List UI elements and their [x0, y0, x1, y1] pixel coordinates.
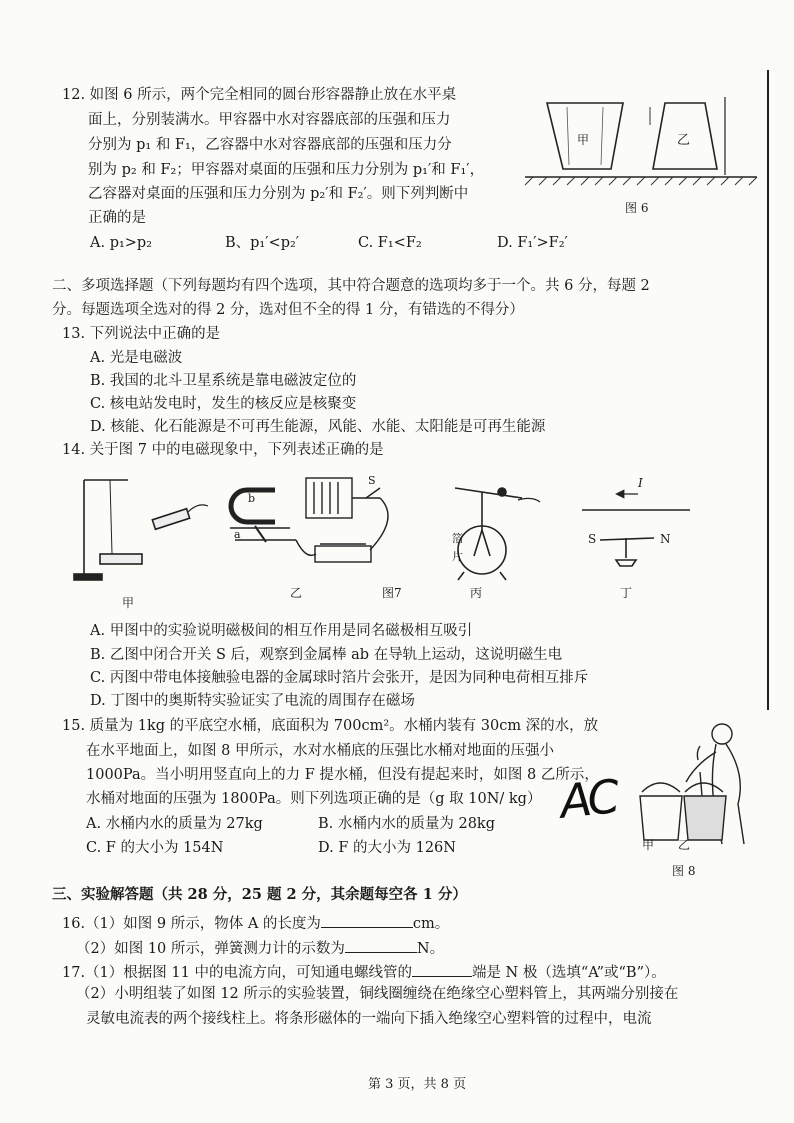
q16-answer-blank-2[interactable] [345, 938, 417, 953]
figure-6-label-jia: 甲 [577, 133, 590, 147]
q13-option-c: C. 核电站发电时，发生的核反应是核聚变 [90, 396, 357, 412]
q12-option-d: D. F₁′>F₂′ [497, 235, 568, 251]
q15-line: 1000Pa。当小明用竖直向上的力 F 提水桶，但没有提起来时，如图 8 乙所示， [86, 767, 599, 783]
figure-7-label-b: b [248, 492, 256, 505]
q12-option-a: A. p₁>p₂ [90, 235, 153, 251]
q13-option-a: A. 光是电磁波 [90, 350, 183, 366]
figure-8 [630, 712, 765, 882]
q12-line: 面上，分别装满水。甲容器中水对容器底部的压强和压力 [88, 112, 451, 128]
q17-answer-blank-1[interactable] [412, 962, 472, 977]
figure-7-label-a: a [234, 528, 241, 541]
figure-8-caption: 图 8 [672, 864, 696, 878]
q16-part-1-text: 16.（1）如图 9 所示，物体 A 的长度为 [62, 916, 321, 932]
figure-7-label-pian: 片 [452, 550, 463, 563]
q14-option-b: B. 乙图中闭合开关 S 后，观察到金属棒 ab 在导轨上运动，这说明磁生电 [90, 647, 563, 663]
q17-part-1 [62, 962, 666, 981]
figure-7-sub-ding: 丁 [620, 586, 633, 600]
q15-option-b: B. 水桶内水的质量为 28kg [318, 816, 496, 832]
q12-line: 分别为 p₁ 和 F₁，乙容器中水对容器底部的压强和压力分 [88, 137, 452, 153]
q15-option-d: D. F 的大小为 126N [318, 840, 456, 856]
figure-7 [70, 468, 760, 613]
q12-option-c: C. F₁<F₂ [358, 235, 422, 251]
page-footer: 第 3 页，共 8 页 [368, 1077, 467, 1092]
q14-option-d: D. 丁图中的奥斯特实验证实了电流的周围存在磁场 [90, 693, 415, 709]
figure-7-sub-yi: 乙 [290, 586, 303, 600]
figure-7-caption: 图7 [382, 586, 402, 600]
figure-6-label-yi: 乙 [677, 133, 691, 148]
figure-7-label-current: I [638, 476, 643, 490]
q14-option-a: A. 甲图中的实验说明磁极间的相互作用是同名磁极相互吸引 [90, 623, 473, 639]
q17-part-2-line: （2）小明组装了如图 12 所示的实验装置，铜线圈缠绕在绝缘空心塑料管上，其两端分别接在 [76, 986, 679, 1002]
section-2-line: 二、多项选择题（下列每题均有四个选项，其中符合题意的选项均多于一个。共 6 分，每题 2 [52, 278, 650, 294]
margin-rule [767, 70, 769, 710]
figure-7-label-s: S [368, 474, 376, 487]
q12-line: 乙容器对桌面的压强和压力分别为 p₂′和 F₂′。则下列判断中 [88, 186, 469, 202]
q12-option-b: B、p₁′<p₂′ [225, 235, 300, 251]
q17-part-1-text: 17.（1）根据图 11 中的电流方向，可知通电螺线管的 [62, 965, 412, 981]
q16-part-2-text: （2）如图 10 所示，弹簧测力计的示数为 [76, 941, 345, 957]
figure-6-drawing [525, 95, 760, 195]
figure-7-label-jin: 箔 [452, 532, 463, 545]
q12-line: 别为 p₂ 和 F₂；甲容器对桌面的压强和压力分别为 p₁′和 F₁′， [88, 162, 485, 178]
figure-6-caption: 图 6 [625, 201, 649, 215]
section-2-line: 分。每题选项全选对的得 2 分，选对但不全的得 1 分，有错选的不得分） [52, 302, 524, 318]
figure-7-drawing [70, 468, 760, 613]
figure-6 [525, 95, 760, 215]
q16-answer-blank-1[interactable] [321, 913, 413, 928]
q13-option-b: B. 我国的北斗卫星系统是靠电磁波定位的 [90, 373, 357, 389]
q17-part-1-tail: 端是 N 极（选填“A”或“B”）。 [471, 965, 666, 981]
q17-part-2-line: 灵敏电流表的两个接线柱上。将条形磁体的一端向下插入绝缘空心塑料管的过程中，电流 [86, 1011, 652, 1027]
figure-7-label-north: N [660, 532, 671, 546]
q16-part-2 [76, 938, 444, 957]
q15-line: 15. 质量为 1kg 的平底空水桶，底面积为 700cm²。水桶内装有 30cm 深的水，放 [62, 718, 599, 734]
q16-part-1 [62, 913, 449, 932]
q15-line: 水桶对地面的压强为 1800Pa。则下列选项正确的是（g 取 10N/ kg） [86, 791, 542, 807]
figure-7-sub-bing: 丙 [470, 586, 483, 600]
q15-option-c: C. F 的大小为 154N [86, 840, 224, 856]
q15-line: 在水平地面上，如图 8 甲所示，水对水桶底的压强比水桶对地面的压强小 [86, 743, 554, 759]
figure-7-label-south: S [588, 532, 597, 546]
q15-option-a: A. 水桶内水的质量为 27kg [86, 816, 263, 832]
q13-stem: 13. 下列说法中正确的是 [62, 326, 221, 342]
q16-part-1-unit: cm。 [412, 916, 450, 932]
q14-option-c: C. 丙图中带电体接触验电器的金属球时箔片会张开，是因为同种电荷相互排斥 [90, 670, 589, 686]
figure-8-sub-jia: 甲 [642, 838, 655, 852]
q16-part-2-unit: N。 [416, 941, 445, 957]
q12-line: 12. 如图 6 所示，两个完全相同的圆台形容器静止放在水平桌 [62, 87, 457, 103]
handwritten-answer: AC [557, 769, 619, 829]
figure-8-sub-yi: 乙 [678, 838, 691, 852]
figure-7-sub-jia: 甲 [122, 596, 135, 610]
q12-line: 正确的是 [88, 210, 146, 226]
q13-option-d: D. 核能、化石能源是不可再生能源，风能、水能、太阳能是可再生能源 [90, 419, 546, 435]
section-3-heading: 三、实验解答题（共 28 分，25 题 2 分，其余题每空各 1 分） [52, 886, 467, 903]
q14-stem: 14. 关于图 7 中的电磁现象中，下列表述正确的是 [62, 442, 384, 458]
